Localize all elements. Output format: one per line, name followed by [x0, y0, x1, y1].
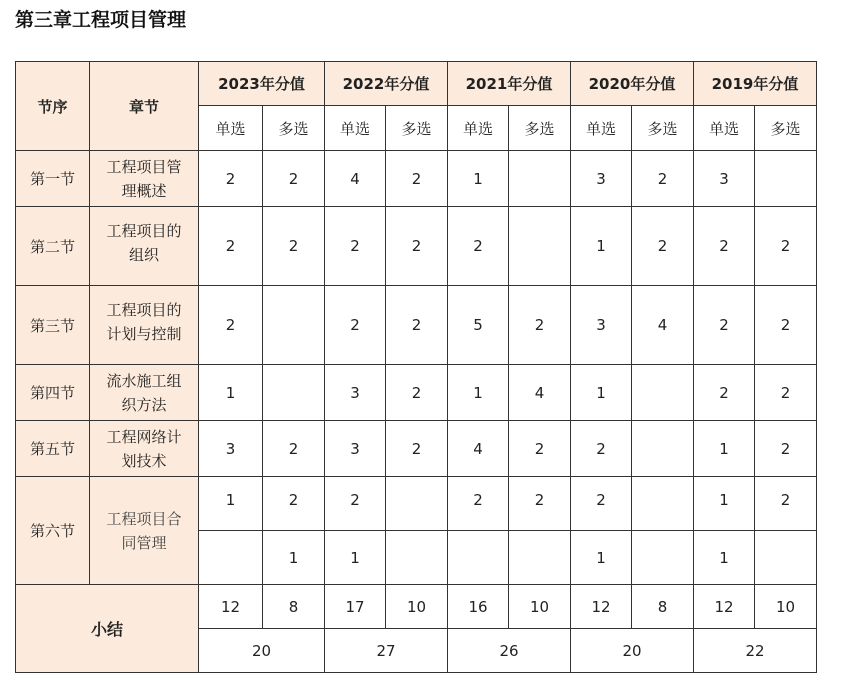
score-cell: 2: [386, 365, 448, 421]
score-cell: 2: [755, 477, 817, 531]
score-cell: [632, 365, 694, 421]
chapter-name-line: 划技术: [121, 451, 167, 470]
score-cell: 2: [199, 286, 263, 365]
score-cell: 2: [571, 477, 632, 531]
single-choice-header: 单选: [694, 106, 755, 151]
score-cell: 2: [632, 207, 694, 286]
chapter-cell: [90, 421, 199, 477]
score-cell: 1: [694, 531, 755, 585]
score-cell: [632, 477, 694, 531]
score-cell: 2: [571, 421, 632, 477]
score-cell: 3: [694, 151, 755, 207]
chapter-name-line: 工程项目的: [106, 222, 182, 240]
multi-choice-header: 多选: [263, 106, 325, 151]
summary-value-cell: 12: [199, 585, 263, 629]
chapter-cell: [90, 151, 199, 207]
score-cell: 4: [448, 421, 509, 477]
summary-value-cell: 16: [448, 585, 509, 629]
chapter-name-line: 工程项目合: [106, 509, 182, 528]
score-cell: 2: [755, 207, 817, 286]
score-cell: [386, 477, 448, 531]
single-choice-header: 单选: [571, 106, 632, 151]
score-cell: 2: [263, 477, 325, 531]
single-choice-header: 单选: [199, 106, 263, 151]
chapter-name-line: 计划与控制: [106, 325, 182, 343]
score-cell: 3: [571, 286, 632, 365]
score-cell: 2: [509, 286, 571, 365]
score-cell: 2: [199, 207, 263, 286]
score-cell: 2: [755, 421, 817, 477]
summary-row: [16, 585, 817, 629]
chapter-header: 章节: [90, 62, 199, 151]
score-cell: [632, 421, 694, 477]
chapter-name-line: 织方法: [121, 395, 167, 414]
year-header: 2020年分值: [571, 62, 694, 106]
score-cell: 1: [325, 531, 386, 585]
table-row: [16, 477, 817, 531]
section-cell: 第五节: [16, 421, 90, 477]
chapter-name-line: 流水施工组: [106, 371, 182, 390]
score-cell: 3: [325, 365, 386, 421]
score-table: [15, 61, 817, 673]
score-cell: 2: [263, 421, 325, 477]
summary-value-cell: 12: [571, 585, 632, 629]
score-cell: 3: [325, 421, 386, 477]
score-cell: [448, 531, 509, 585]
header-row-years: [16, 62, 817, 106]
table-row: [16, 207, 817, 286]
score-cell: [632, 531, 694, 585]
score-cell: 1: [571, 207, 632, 286]
score-cell: [509, 531, 571, 585]
score-cell: [263, 286, 325, 365]
chapter-name-line: 同管理: [121, 533, 167, 552]
score-cell: 2: [448, 207, 509, 286]
multi-choice-header: 多选: [509, 106, 571, 151]
score-cell: [509, 207, 571, 286]
section-cell: 第六节: [16, 477, 90, 585]
year-total-cell: 22: [694, 629, 817, 673]
score-cell: 2: [199, 151, 263, 207]
score-cell: [386, 531, 448, 585]
page-title: 第三章工程项目管理: [15, 9, 187, 31]
score-cell: [199, 531, 263, 585]
summary-label: 小结: [16, 585, 199, 673]
chapter-cell: [90, 207, 199, 286]
multi-choice-header: 多选: [755, 106, 817, 151]
score-cell: 1: [571, 365, 632, 421]
year-total-cell: 20: [571, 629, 694, 673]
score-cell: [509, 151, 571, 207]
score-cell: 2: [755, 286, 817, 365]
summary-value-cell: 8: [263, 585, 325, 629]
score-cell: 2: [263, 207, 325, 286]
score-cell: 1: [448, 365, 509, 421]
chapter-cell: [90, 365, 199, 421]
score-cell: 2: [448, 477, 509, 531]
score-cell: [263, 365, 325, 421]
score-cell: 1: [571, 531, 632, 585]
chapter-name-line: 理概述: [121, 181, 167, 200]
summary-value-cell: 12: [694, 585, 755, 629]
chapter-name-line: 工程项目的: [106, 301, 182, 319]
chapter-name-line: 工程网络计: [106, 427, 182, 446]
score-cell: 2: [632, 151, 694, 207]
section-cell: 第四节: [16, 365, 90, 421]
score-cell: 1: [199, 365, 263, 421]
chapter-name-line: 组织: [128, 246, 159, 264]
score-cell: 2: [694, 207, 755, 286]
single-choice-header: 单选: [325, 106, 386, 151]
year-header: 2023年分值: [199, 62, 325, 106]
score-cell: 2: [325, 477, 386, 531]
year-total-cell: 26: [448, 629, 571, 673]
score-cell: 2: [755, 365, 817, 421]
section-header: 节序: [16, 62, 90, 151]
score-cell: 2: [325, 207, 386, 286]
score-cell: 2: [386, 421, 448, 477]
score-cell: 3: [199, 421, 263, 477]
summary-value-cell: 8: [632, 585, 694, 629]
table-row: [16, 365, 817, 421]
score-cell: 2: [694, 365, 755, 421]
year-header: 2022年分值: [325, 62, 448, 106]
score-cell: 1: [694, 421, 755, 477]
year-total-cell: 27: [325, 629, 448, 673]
score-cell: 1: [199, 477, 263, 531]
score-cell: 1: [263, 531, 325, 585]
chapter-name-line: 工程项目管: [106, 157, 182, 176]
score-cell: 2: [694, 286, 755, 365]
score-cell: 2: [386, 151, 448, 207]
score-cell: 2: [509, 421, 571, 477]
score-cell: 2: [509, 477, 571, 531]
table-row: [16, 151, 817, 207]
score-cell: 1: [448, 151, 509, 207]
score-cell: [755, 151, 817, 207]
score-cell: 4: [325, 151, 386, 207]
score-cell: 1: [694, 477, 755, 531]
summary-value-cell: 10: [509, 585, 571, 629]
score-cell: 3: [571, 151, 632, 207]
score-cell: 2: [386, 207, 448, 286]
score-cell: 2: [263, 151, 325, 207]
summary-value-cell: 10: [755, 585, 817, 629]
table-row: [16, 421, 817, 477]
multi-choice-header: 多选: [632, 106, 694, 151]
score-cell: 2: [386, 286, 448, 365]
chapter-cell: [90, 286, 199, 365]
single-choice-header: 单选: [448, 106, 509, 151]
score-cell: 4: [509, 365, 571, 421]
summary-value-cell: 17: [325, 585, 386, 629]
score-cell: 5: [448, 286, 509, 365]
section-cell: 第一节: [16, 151, 90, 207]
multi-choice-header: 多选: [386, 106, 448, 151]
section-cell: 第二节: [16, 207, 90, 286]
chapter-cell: [90, 477, 199, 585]
score-cell: 4: [632, 286, 694, 365]
score-cell: [755, 531, 817, 585]
year-header: 2021年分值: [448, 62, 571, 106]
year-header: 2019年分值: [694, 62, 817, 106]
year-total-cell: 20: [199, 629, 325, 673]
table-row: [16, 286, 817, 365]
summary-value-cell: 10: [386, 585, 448, 629]
section-cell: 第三节: [16, 286, 90, 365]
score-cell: 2: [325, 286, 386, 365]
